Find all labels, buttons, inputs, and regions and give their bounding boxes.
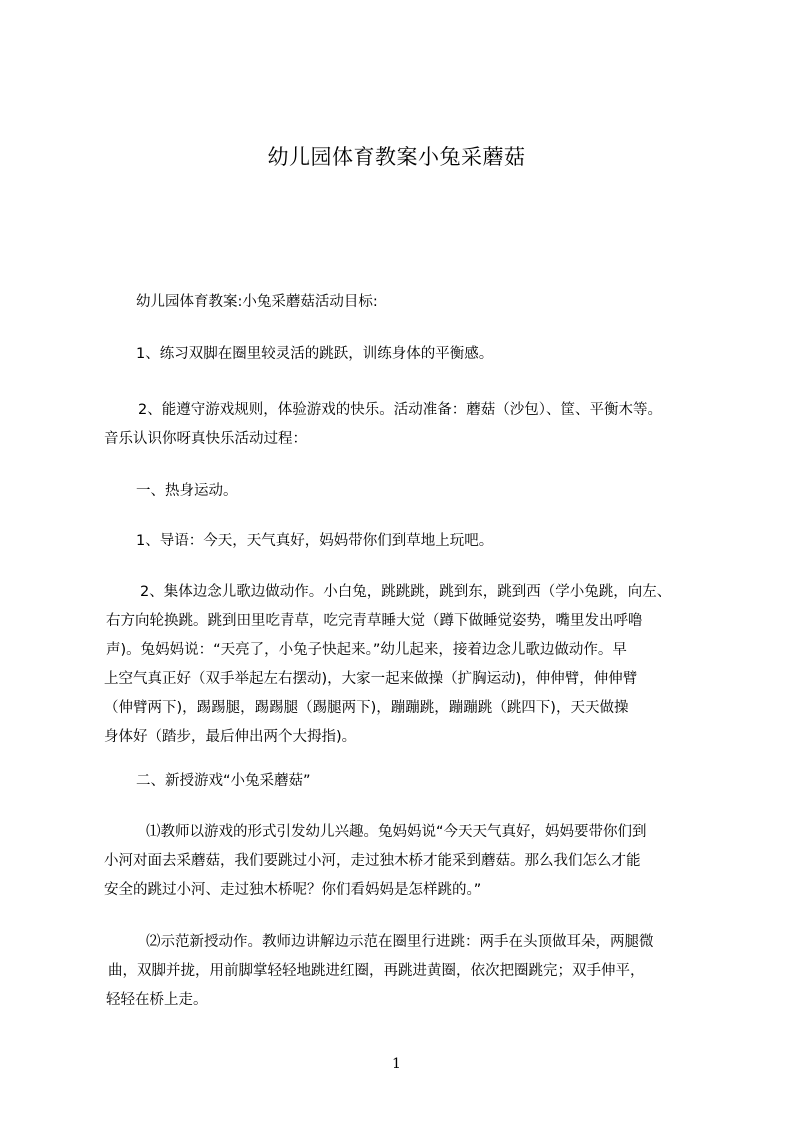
text-line: 曲，双脚并拢，用前脚掌轻轻地跳进红圈，再跳进黄圈，依次把圈跳完；双手伸平， [108, 963, 645, 979]
text-line: 二、新授游戏“小兔采蘑菇” [136, 773, 311, 789]
paragraph-objective-1 [104, 340, 756, 369]
text-line: 安全的跳过小河、走过独木桥呢？你们看妈妈是怎样跳的。” [104, 882, 482, 898]
text-line: 身体好（踏步，最后伸出两个大拇指)。 [104, 729, 357, 745]
text-line: 幼儿园体育教案:小兔采蘑菇活动目标: [136, 294, 378, 310]
text-line: 2、集体边念儿歌边做动作。小白兔，跳跳跳，跳到东，跳到西（学小兔跳，向左、 [140, 584, 672, 600]
section-heading-new-game [104, 767, 756, 796]
paragraph-nursery-rhyme [104, 578, 724, 752]
text-line: 右方向轮换跳。跳到田里吃青草，吃完青草睡大觉（蹲下做睡觉姿势，嘴里发出呼噜 [106, 613, 643, 629]
paragraph-objectives-heading [104, 288, 756, 317]
text-line: 音乐认识你呀真快乐活动过程： [104, 431, 307, 447]
text-line: 1、导语：今天，天气真好，妈妈带你们到草地上玩吧。 [136, 533, 494, 549]
paragraph-step-2 [104, 928, 724, 1015]
paragraph-objective-2 [104, 396, 724, 454]
paragraph-step-1 [104, 818, 724, 905]
page-number: 1 [392, 1056, 401, 1072]
text-line: 上空气真正好（双手举起左右摆动)，大家一起来做操（扩胸运动)，伸伸臂，伸伸臂 [104, 671, 638, 687]
paragraph-intro [104, 527, 756, 556]
text-line: 一、热身运动。 [136, 483, 238, 499]
document-title: 幼儿园体育教案小兔采蘑菇 [267, 145, 526, 169]
text-line: 1、练习双脚在圈里较灵活的跳跃，训练身体的平衡感。 [136, 346, 494, 362]
text-line: ⑴教师以游戏的形式引发幼儿兴趣。兔妈妈说“今天天气真好，妈妈要带你们到 [146, 824, 647, 840]
text-line: 2、能遵守游戏规则，体验游戏的快乐。活动准备：蘑菇（沙包）、筐、平衡木等。 [138, 402, 662, 418]
text-line: ⑵示范新授动作。教师边讲解边示范在圈里行进跳：两手在头顶做耳朵，两腿微 [146, 934, 654, 950]
text-line: 声)。兔妈妈说：“天亮了，小兔子快起来。”幼儿起来，接着边念儿歌边做动作。早 [106, 642, 627, 658]
text-line: 轻轻在桥上走。 [106, 992, 208, 1008]
text-line: 小河对面去采蘑菇，我们要跳过小河，走过独木桥才能采到蘑菇。那么我们怎么才能 [104, 853, 641, 869]
section-heading-warmup [104, 477, 756, 506]
text-line: （伸臂两下)，踢踢腿，踢踢腿（踢腿两下)，蹦蹦跳，蹦蹦跳（跳四下)，天天做操 [104, 700, 629, 716]
